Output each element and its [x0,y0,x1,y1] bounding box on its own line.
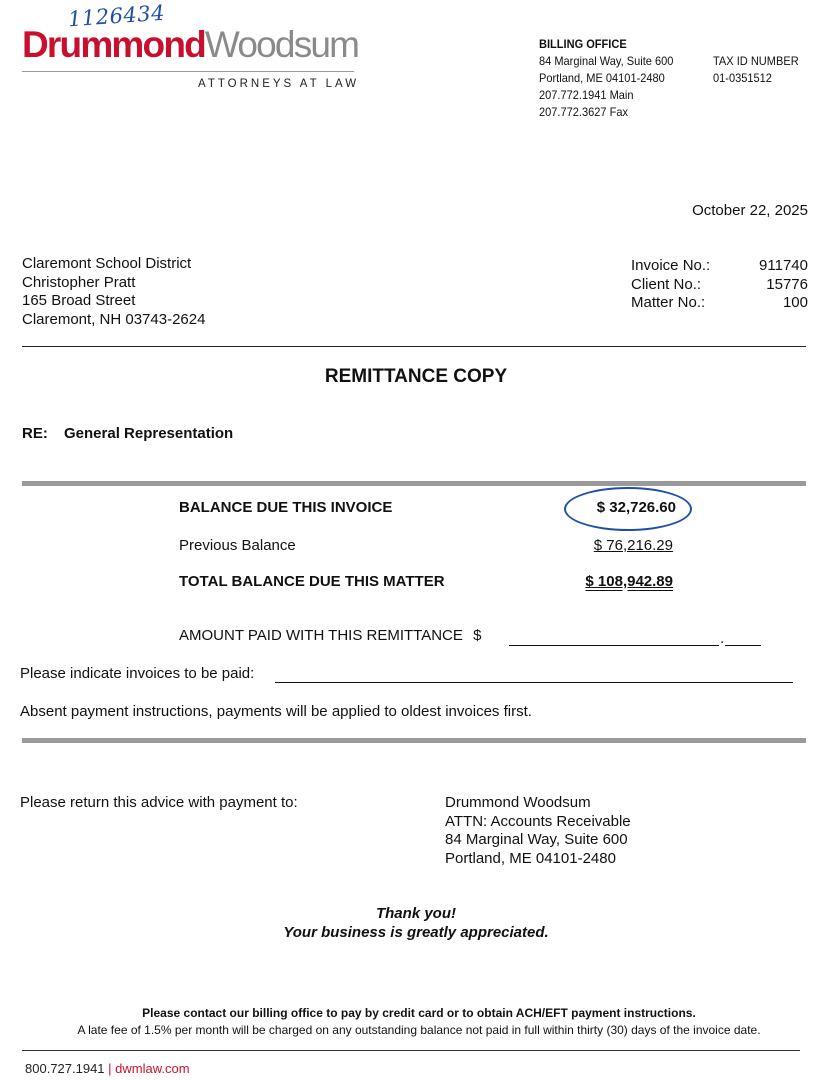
previous-balance-label: Previous Balance [179,537,296,554]
return-address-line1: Drummond Woodsum [445,794,591,811]
logo-part-drummond: Drummond [22,24,205,65]
thank-you-line2: Your business is greatly appreciated. [283,924,549,941]
footer-late-fee-note: A late fee of 1.5% per month will be charged on any outstanding balance not paid in full within thirty (30) days of the invoice date. [77,1023,761,1037]
footer-website-link[interactable]: dwmlaw.com [115,1061,190,1076]
total-balance-label: TOTAL BALANCE DUE THIS MATTER [179,573,445,590]
total-balance-value: $ 108,942.89 [585,573,673,590]
payment-instructions-note: Absent payment instructions, payments will be applied to oldest invoices first. [20,703,532,720]
client-number-label: Client No.: [631,275,702,293]
footer-divider [22,1050,800,1051]
amount-paid-decimal: . [720,630,725,647]
handwritten-circle [564,487,692,531]
firm-logo [22,26,358,63]
handwritten-note: 1126434 [67,0,166,32]
thank-you-message [0,904,832,942]
client-address-line3: 165 Broad Street [22,292,136,309]
amount-paid-dollars-field[interactable] [509,645,719,646]
return-address [445,794,631,868]
footer-contact-note: Please contact our billing office to pay by credit card or to obtain ACH/EFT payment instructions. [142,1006,696,1020]
header-divider [22,346,806,347]
billing-office-heading: BILLING OFFICE [539,37,627,51]
return-address-line3: 84 Marginal Way, Suite 600 [445,831,628,848]
balance-due-label: BALANCE DUE THIS INVOICE [179,499,393,516]
invoice-number-label: Invoice No.: [631,257,711,274]
re-line [22,425,233,442]
client-address-line4: Claremont, NH 03743-2624 [22,310,206,328]
indicate-invoices-label: Please indicate invoices to be paid: [20,665,255,682]
re-label: RE: [22,425,48,442]
footer-phone: 800.727.1941 [25,1061,105,1076]
amount-paid-currency: $ [473,627,482,644]
billing-office-phone-main: 207.772.1941 Main [539,88,634,102]
billing-office-block [539,36,673,121]
re-value: General Representation [64,425,234,442]
matter-number-label: Matter No.: [631,294,706,311]
section-divider-bottom [22,738,806,743]
footer-contact [25,1061,190,1076]
previous-balance-value: $ 76,216.29 [593,537,673,554]
footer-separator: | [108,1061,112,1076]
tax-id-block [713,53,799,87]
client-address-line2: Christopher Pratt [22,273,136,291]
return-address-line2: ATTN: Accounts Receivable [445,812,631,830]
client-address-line1: Claremont School District [22,255,192,272]
document-title: REMITTANCE COPY [324,366,508,387]
tax-id-heading: TAX ID NUMBER [713,54,799,68]
amount-paid-cents-field[interactable] [725,645,761,646]
billing-office-phone-fax: 207.772.3627 Fax [539,105,629,119]
amount-paid-label: AMOUNT PAID WITH THIS REMITTANCE [179,627,463,644]
invoices-to-pay-field[interactable] [275,682,793,683]
client-number-value: 15776 [766,275,808,293]
client-address [22,255,205,329]
balance-due-value: $ 32,726.60 [596,499,676,516]
invoice-number-value: 911740 [759,257,808,274]
tax-id-number: 01-0351512 [713,71,772,85]
logo-divider [22,71,354,72]
amount-paid-row [179,627,481,644]
invoice-date: October 22, 2025 [692,202,808,219]
invoice-info-labels [631,257,710,313]
return-address-line4: Portland, ME 04101-2480 [445,849,616,867]
logo-part-woodsum: Woodsum [204,24,359,65]
invoice-info-values [759,257,808,313]
thank-you-line1: Thank you! [375,905,456,922]
footer-notes [0,1005,838,1039]
matter-number-value: 100 [782,294,808,311]
billing-office-address2: Portland, ME 04101-2480 [539,71,665,85]
return-instructions-label: Please return this advice with payment to: [20,794,298,811]
logo-tagline: ATTORNEYS AT LAW [198,78,360,90]
billing-office-address1: 84 Marginal Way, Suite 600 [539,54,674,68]
section-divider-top [22,481,806,486]
